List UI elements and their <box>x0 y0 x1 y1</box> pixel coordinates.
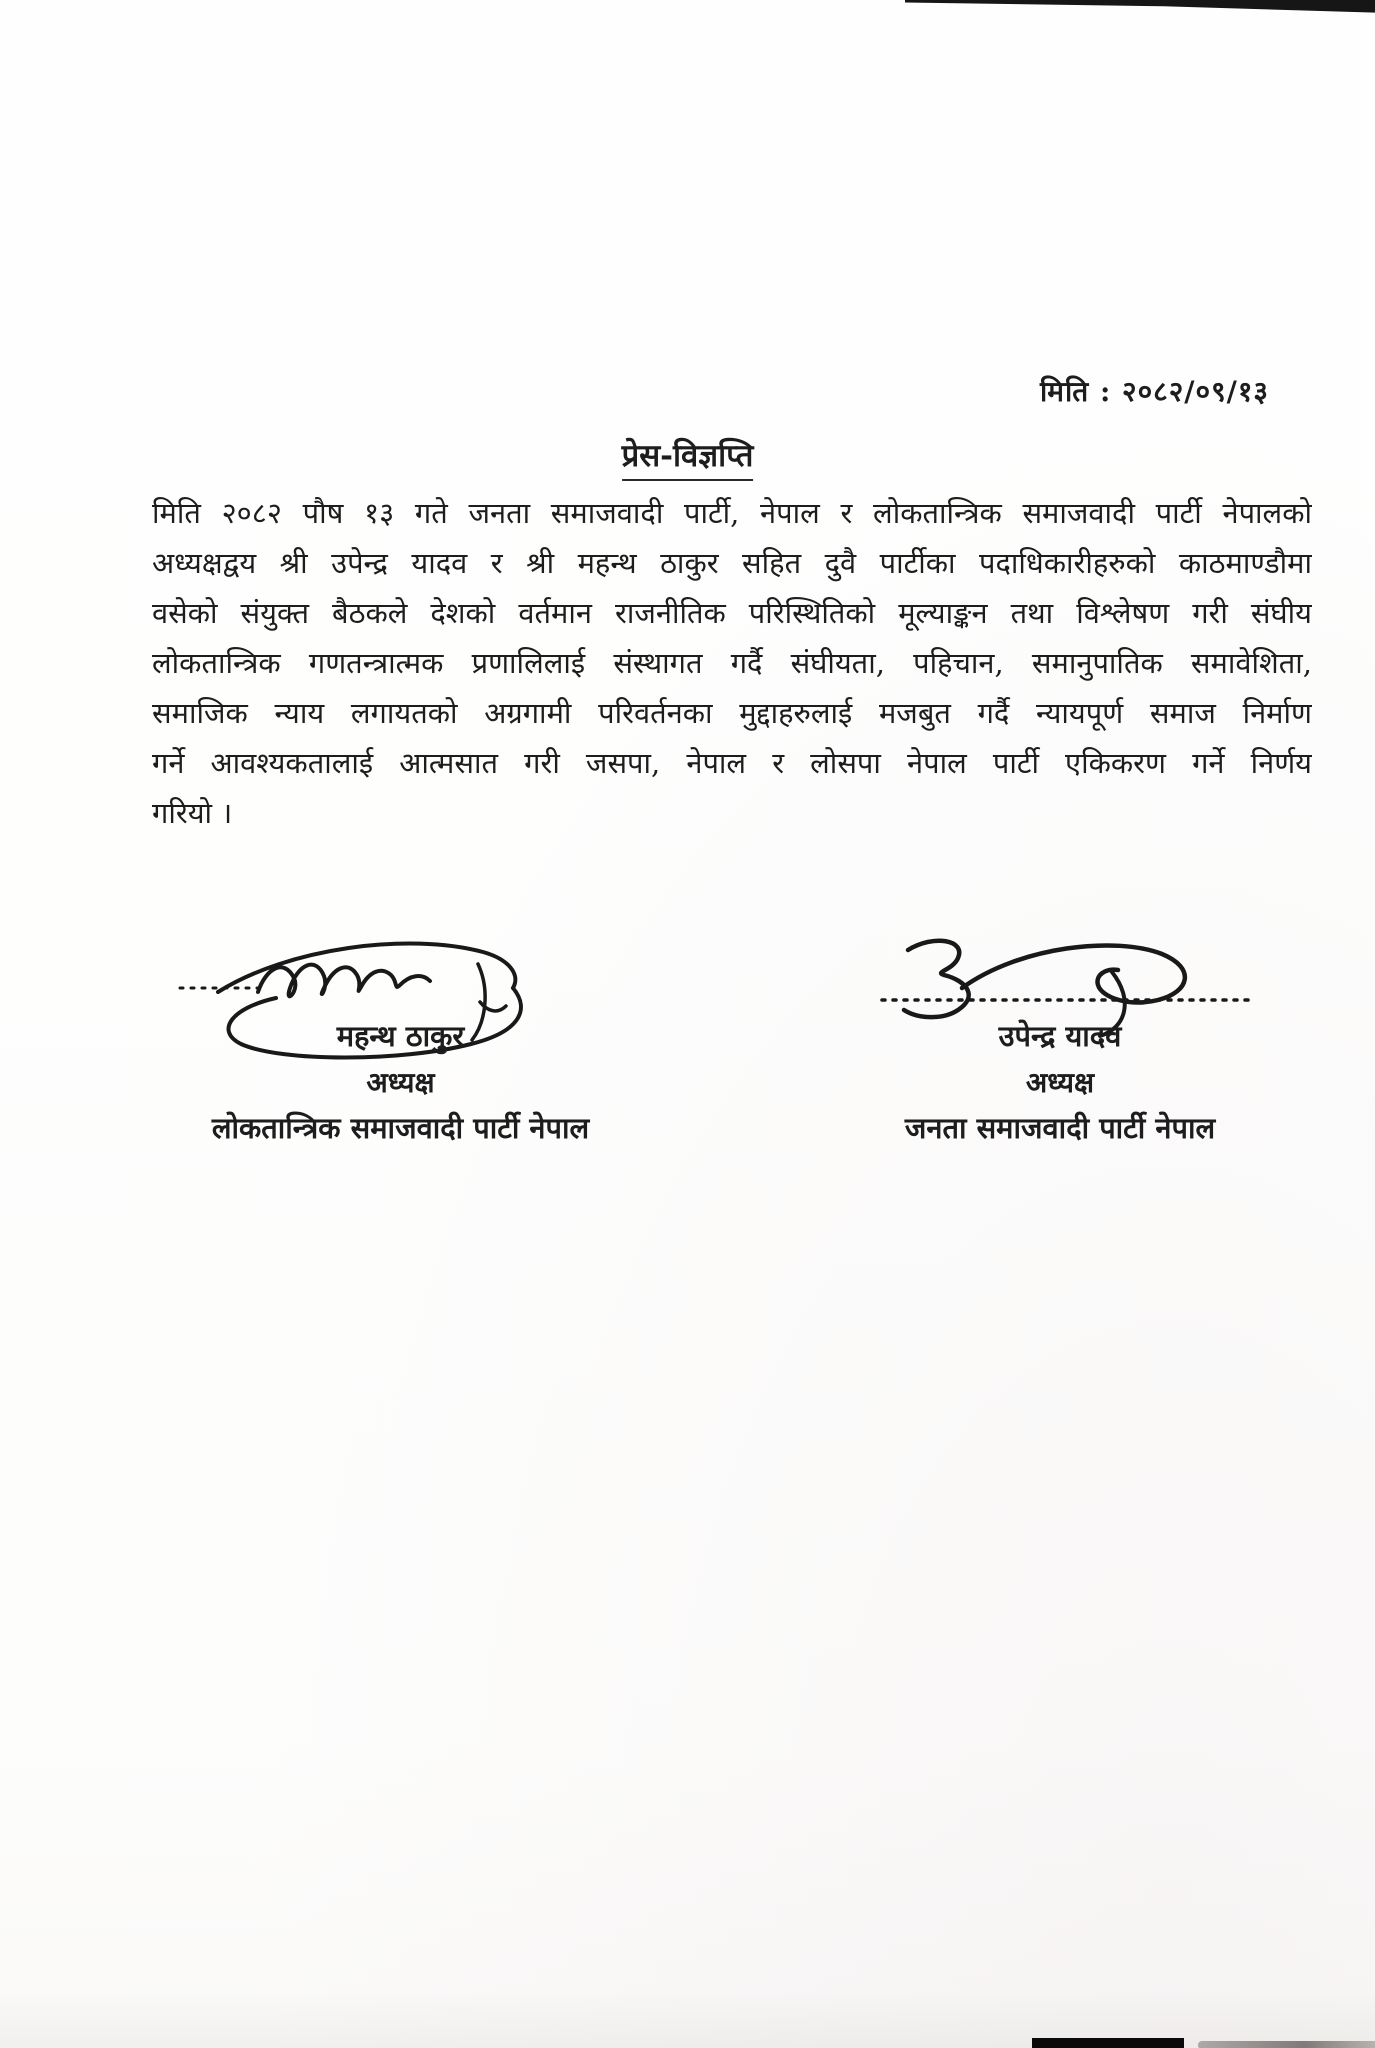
scan-artifact-top-edge <box>905 0 1375 14</box>
scan-artifact-bottom-streak <box>1198 2041 1375 2048</box>
signatory-party-right: जनता समाजवादी पार्टी नेपाल <box>904 1111 1216 1145</box>
signatory-name-left: महन्थ ठाकुर <box>336 1019 465 1053</box>
signature-block-right <box>830 930 1290 1147</box>
paragraph-line: गर्ने आवश्यकतालाई आत्मसात गरी जसपा, नेपाल र लोसपा नेपाल पार्टी एकिकरण गर्ने निर्णय <box>152 746 1312 780</box>
press-release-title: प्रेस-विज्ञप्ति <box>622 434 754 481</box>
paragraph-line: वसेको संयुक्त बैठकले देशको वर्तमान राजनीतिक परिस्थितिको मूल्याङ्कन तथा विश्लेषण गरी संघीय <box>152 596 1312 630</box>
body-paragraph <box>152 488 1312 838</box>
signature-block-left <box>148 930 653 1147</box>
scan-artifact-bottom-bar <box>1032 2038 1184 2048</box>
paragraph-line: लोकतान्त्रिक गणतन्त्रात्मक प्रणालिलाई संस्थागत गर्दै संघीयता, पहिचान, समानुपातिक समावेशिता, <box>152 646 1312 680</box>
paragraph-line: अध्यक्षद्वय श्री उपेन्द्र यादव र श्री महन्थ ठाकुर सहित दुवै पार्टीका पदाधिकारीहरुको काठमाण्डौमा <box>152 546 1312 580</box>
signatory-name-right: उपेन्द्र यादव <box>998 1019 1122 1053</box>
signatory-role-left: अध्यक्ष <box>366 1066 435 1099</box>
paragraph-line: मिति २०८२ पौष १३ गते जनता समाजवादी पार्टी, नेपाल र लोकतान्त्रिक समाजवादी पार्टी नेपालको <box>152 496 1312 530</box>
paragraph-line: गरियो । <box>152 796 233 830</box>
paragraph-line: समाजिक न्याय लगायतको अग्रगामी परिवर्तनका मुद्दाहरुलाई मजबुत गर्दै न्यायपूर्ण समाज निर्माण <box>152 696 1312 730</box>
document-date: मिति : २०८२/०९/१३ <box>1040 375 1269 408</box>
signatory-party-left: लोकतान्त्रिक समाजवादी पार्टी नेपाल <box>211 1111 590 1145</box>
signatory-role-right: अध्यक्ष <box>1025 1066 1095 1099</box>
